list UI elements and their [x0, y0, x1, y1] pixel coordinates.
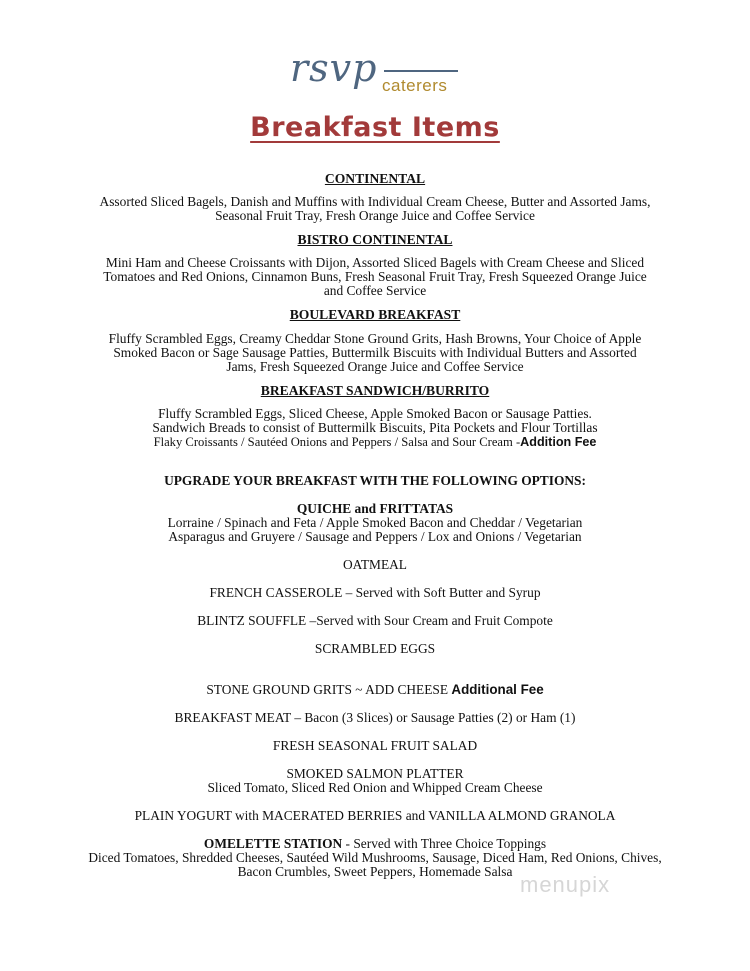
breakfast-meat-item: BREAKFAST MEAT – Bacon (3 Slices) or Sausage Patties (2) or Ham (1) — [174, 710, 576, 725]
logo-line — [384, 70, 458, 72]
sandwich-line-1: Fluffy Scrambled Eggs, Sliced Cheese, Apple Smoked Bacon or Sausage Patties. — [158, 406, 592, 421]
omelette-heading-rest: - Served with Three Choice Toppings — [342, 836, 547, 851]
omelette-line-2: Bacon Crumbles, Sweet Peppers, Homemade Salsa — [237, 864, 513, 879]
continental-heading: CONTINENTAL — [324, 171, 426, 186]
salmon-heading: SMOKED SALMON PLATTER — [286, 766, 464, 781]
bistro-line-2: Tomatoes and Red Onions, Cinnamon Buns, Fresh Seasonal Fruit Tray, Fresh Squeezed Orange Juice — [103, 269, 647, 284]
boulevard-line-2: Smoked Bacon or Sage Sausage Patties, Buttermilk Biscuits with Individual Butters and Assorted — [113, 345, 637, 360]
boulevard-line-3: Jams, Fresh Squeezed Orange Juice and Coffee Service — [226, 359, 524, 374]
quiche-line-2: Asparagus and Gruyere / Sausage and Peppers / Lox and Onions / Vegetarian — [168, 529, 582, 544]
boulevard-line-1: Fluffy Scrambled Eggs, Creamy Cheddar Stone Ground Grits, Hash Browns, Your Choice of Apple — [108, 331, 642, 346]
blintz-souffle-item: BLINTZ SOUFFLE –Served with Sour Cream and Fruit Compote — [197, 613, 553, 628]
sandwich-line-3 — [0, 435, 750, 449]
rsvp-caterers-logo — [290, 46, 465, 102]
grits-text: STONE GROUND GRITS ~ ADD CHEESE — [206, 682, 452, 697]
french-casserole-item: FRENCH CASSEROLE – Served with Soft Butter and Syrup — [209, 585, 541, 600]
upgrade-heading: UPGRADE YOUR BREAKFAST WITH THE FOLLOWING OPTIONS: — [164, 473, 586, 488]
sandwich-line-2: Sandwich Breads to consist of Buttermilk Biscuits, Pita Pockets and Flour Tortillas — [152, 420, 598, 435]
menupix-watermark: menupix — [520, 872, 611, 897]
logo-script: rsvp — [290, 46, 378, 90]
boulevard-heading: BOULEVARD BREAKFAST — [289, 307, 461, 322]
sandwich-line-3-text: Flaky Croissants / Sautéed Onions and Peppers / Salsa and Sour Cream - — [153, 435, 521, 449]
grits-item — [0, 683, 750, 697]
bistro-line-3: and Coffee Service — [323, 283, 427, 298]
yogurt-item: PLAIN YOGURT with MACERATED BERRIES and VANILLA ALMOND GRANOLA — [134, 808, 616, 823]
continental-line-1: Assorted Sliced Bagels, Danish and Muffins with Individual Cream Cheese, Butter and Assorted Jams, — [99, 194, 651, 209]
quiche-heading: QUICHE and FRITTATAS — [296, 501, 454, 516]
bistro-heading: BISTRO CONTINENTAL — [297, 232, 453, 247]
omelette-heading: OMELETTE STATION — [203, 836, 343, 851]
grits-fee: Additional Fee — [451, 682, 544, 697]
oatmeal-item: OATMEAL — [343, 557, 407, 572]
quiche-line-1: Lorraine / Spinach and Feta / Apple Smoked Bacon and Cheddar / Vegetarian — [167, 515, 583, 530]
bistro-line-1: Mini Ham and Cheese Croissants with Dijon, Assorted Sliced Bagels with Cream Cheese and Sliced — [105, 255, 645, 270]
omelette-line-1: Diced Tomatoes, Shredded Cheeses, Sautéed Wild Mushrooms, Sausage, Diced Ham, Red Onions, Chives, — [88, 850, 662, 865]
fruit-salad-item: FRESH SEASONAL FRUIT SALAD — [272, 738, 478, 753]
scrambled-eggs-item: SCRAMBLED EGGS — [314, 641, 436, 656]
logo-caterers: caterers — [382, 76, 448, 95]
page-title: Breakfast Items — [250, 112, 500, 143]
sandwich-heading: BREAKFAST SANDWICH/BURRITO — [260, 383, 490, 398]
salmon-line-1: Sliced Tomato, Sliced Red Onion and Whipped Cream Cheese — [207, 780, 543, 795]
continental-line-2: Seasonal Fruit Tray, Fresh Orange Juice and Coffee Service — [215, 208, 535, 223]
sandwich-addition-fee: Addition Fee — [520, 435, 597, 449]
